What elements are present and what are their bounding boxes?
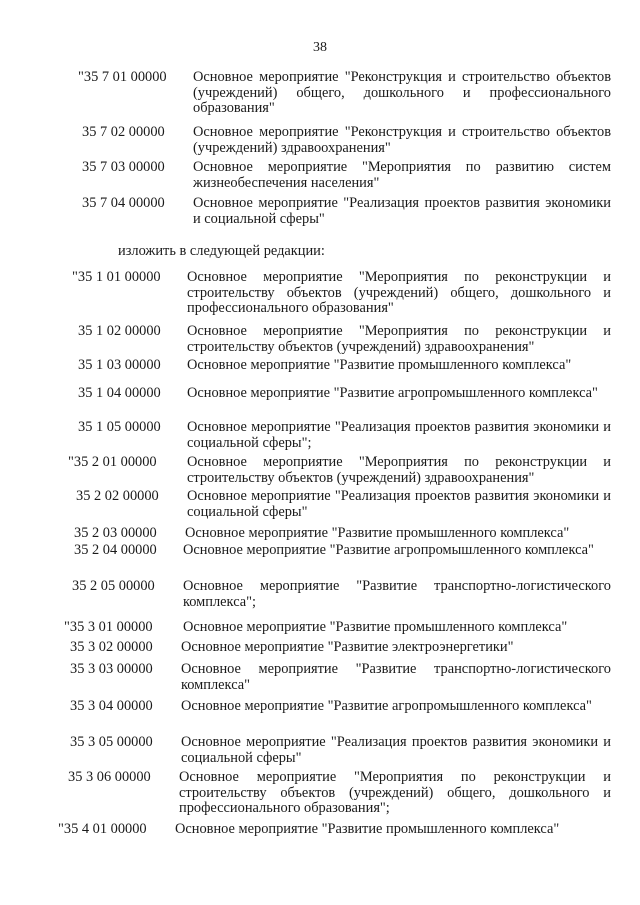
entry-code: 35 3 04 00000 bbox=[70, 698, 153, 714]
page-number: 38 bbox=[313, 40, 327, 55]
entry-code: "35 3 01 00000 bbox=[64, 619, 153, 635]
entry-text: Основное мероприятие "Реализация проектов развития экономики и социальной сферы"; bbox=[187, 419, 611, 451]
entry-text: Основное мероприятие "Реализация проектов развития экономики и социальной сферы" bbox=[187, 488, 611, 520]
entry-text: Основное мероприятие "Реконструкция и строительство объектов (учреждений) общего, дошкольного и профессионального образования" bbox=[193, 69, 611, 117]
entry-code: 35 1 02 00000 bbox=[78, 323, 161, 339]
entry-code: 35 3 05 00000 bbox=[70, 734, 153, 750]
entry-code: "35 7 01 00000 bbox=[78, 69, 167, 85]
entry-code: 35 2 05 00000 bbox=[72, 578, 155, 594]
entry-code: 35 7 03 00000 bbox=[82, 159, 165, 175]
entry-code: "35 1 01 00000 bbox=[72, 269, 161, 285]
entry-text: Основное мероприятие "Развитие промышленного комплекса" bbox=[187, 357, 572, 373]
instruction-text: изложить в следующей редакции: bbox=[118, 243, 325, 259]
entry-code: 35 1 04 00000 bbox=[78, 385, 161, 401]
entry-text: Основное мероприятие "Развитие электроэнергетики" bbox=[181, 639, 514, 655]
entry-code: 35 1 03 00000 bbox=[78, 357, 161, 373]
entry-code: 35 3 02 00000 bbox=[70, 639, 153, 655]
entry-text: Основное мероприятие "Мероприятия по реконструкции и строительству объектов (учреждений) здравоохранения" bbox=[187, 323, 611, 355]
entry-code: 35 2 04 00000 bbox=[74, 542, 157, 558]
entry-text: Основное мероприятие "Развитие агропромышленного комплекса" bbox=[187, 385, 598, 401]
entry-code: "35 4 01 00000 bbox=[58, 821, 147, 837]
entry-text: Основное мероприятие "Мероприятия по реконструкции и строительству объектов (учреждений) общего, дошкольного и профессионального образования" bbox=[187, 269, 611, 317]
entry-text: Основное мероприятие "Развитие промышленного комплекса" bbox=[175, 821, 560, 837]
entry-text: Основное мероприятие "Развитие транспортно-логистического комплекса"; bbox=[183, 578, 611, 610]
entry-text: Основное мероприятие "Развитие агропромышленного комплекса" bbox=[183, 542, 594, 558]
entry-text: Основное мероприятие "Мероприятия по реконструкции и строительству объектов (учреждений) общего, дошкольного и профессионального образования"; bbox=[179, 769, 611, 817]
entry-code: 35 2 02 00000 bbox=[76, 488, 159, 504]
list-item bbox=[0, 70, 640, 120]
entry-code: 35 1 05 00000 bbox=[78, 419, 161, 435]
entry-text: Основное мероприятие "Мероприятия по реконструкции и строительству объектов (учреждений) здравоохранения" bbox=[187, 454, 611, 486]
entry-text: Основное мероприятие "Мероприятия по развитию систем жизнеобеспечения населения" bbox=[193, 159, 611, 191]
entry-text: Основное мероприятие "Реализация проектов развития экономики и социальной сферы" bbox=[193, 195, 611, 227]
entry-code: "35 2 01 00000 bbox=[68, 454, 157, 470]
entry-text: Основное мероприятие "Развитие агропромышленного комплекса" bbox=[181, 698, 592, 714]
entry-code: 35 3 06 00000 bbox=[68, 769, 151, 785]
entry-text: Основное мероприятие "Развитие промышленного комплекса" bbox=[185, 525, 570, 541]
entry-code: 35 7 02 00000 bbox=[82, 124, 165, 140]
entry-text: Основное мероприятие "Реализация проектов развития экономики и социальной сферы" bbox=[181, 734, 611, 766]
entry-code: 35 2 03 00000 bbox=[74, 525, 157, 541]
entry-text: Основное мероприятие "Реконструкция и строительство объектов (учреждений) здравоохранения" bbox=[193, 124, 611, 156]
entry-text: Основное мероприятие "Развитие транспортно-логистического комплекса" bbox=[181, 661, 611, 693]
entry-code: 35 3 03 00000 bbox=[70, 661, 153, 677]
entry-text: Основное мероприятие "Развитие промышленного комплекса" bbox=[183, 619, 568, 635]
entry-code: 35 7 04 00000 bbox=[82, 195, 165, 211]
